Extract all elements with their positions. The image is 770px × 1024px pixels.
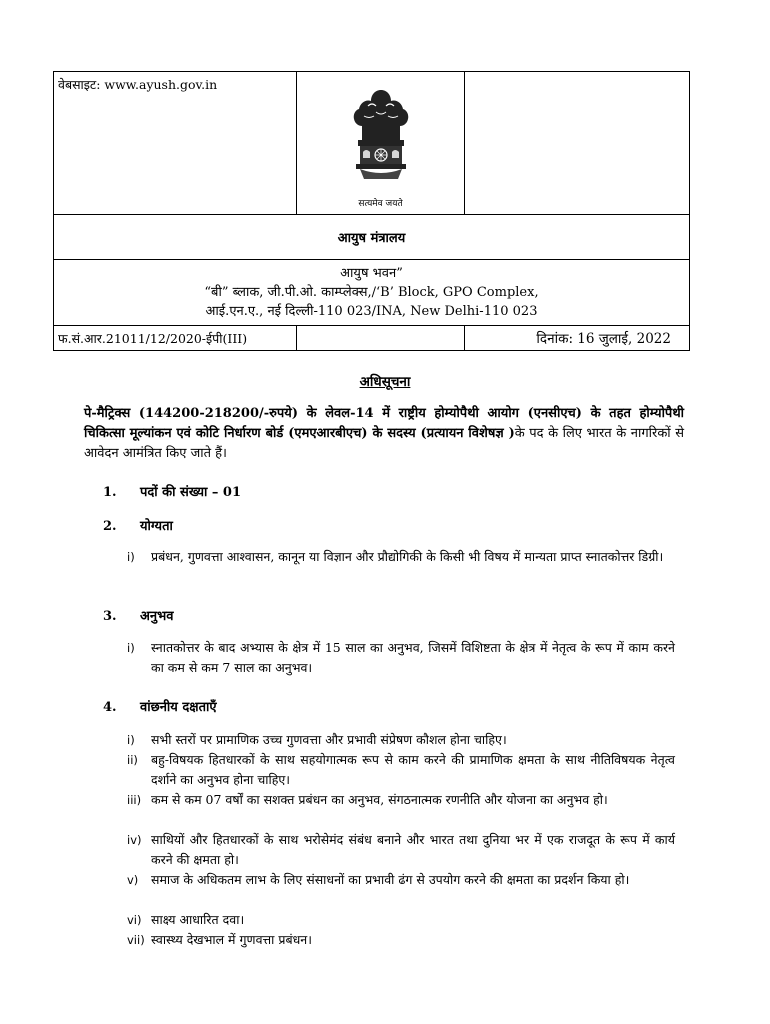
list-item: ii) बहु-विषयक हितधारकों के साथ सहयोगात्मक रूप से काम करने की प्रामाणिक क्षमता के साथ नीतिविषयक नेतृत्व दर्शाने का अनुभव होना चाहिए।: [127, 752, 675, 787]
emblem-motto: सत्यमेव जयते: [358, 199, 403, 209]
list-item: i) सभी स्तरों पर प्रामाणिक उच्च गुणवत्ता और प्रभावी संप्रेषण कौशल होना चाहिए।: [127, 732, 507, 747]
section-heading-qualification: 2. योग्यता: [103, 519, 173, 534]
intro-rest-text: के पद के लिए भारत के नागरिकों से आवेदन आमंत्रित किए जाते हैं।: [84, 426, 684, 461]
website-cell: [54, 72, 297, 215]
address-line-1: आयुष भवन”: [340, 266, 403, 281]
address-line-2: “बी” ब्लाक, जी.पी.ओ. काम्प्लेक्स,/‘B’ Block, GPO Complex,: [204, 285, 539, 300]
list-item: iv) साथियों और हितधारकों के साथ भरोसेमंद संबंध बनाने और भारत तथा दुनिया भर में एक राजदूत के रूप में कार्य करने की क्षमता हो।: [127, 832, 675, 867]
section-heading-experience: 3. अनुभव: [103, 609, 174, 624]
list-item: iii) कम से कम 07 वर्षों का सशक्त प्रबंधन का अनुभव, संगठनात्मक रणनीति और योजना का अनुभव हो।: [127, 792, 608, 807]
list-item: vii) स्वास्थ्य देखभाल में गुणवत्ता प्रबंधन।: [127, 932, 312, 947]
file-number: फ.सं.आर.21011/12/2020-ईपी(III): [54, 326, 297, 351]
list-item: v) समाज के अधिकतम लाभ के लिए संसाधनों का प्रभावी ढंग से उपयोग करने की क्षमता का प्रदर्शन किया हो।: [127, 872, 630, 887]
list-item: i) प्रबंधन, गुणवत्ता आश्वासन, कानून या विज्ञान और प्रौद्योगिकी के किसी भी विषय में मान्यता प्राप्त स्नातकोत्तर डिग्री।: [127, 549, 664, 564]
notice-title: अधिसूचना: [359, 374, 411, 390]
list-item: vi) साक्ष्य आधारित दवा।: [127, 912, 245, 927]
address-line-3: आई.एन.ए., नई दिल्ली-110 023/INA, New Delhi-110 023: [205, 304, 538, 319]
address-cell: [54, 260, 690, 326]
national-emblem-icon: [346, 86, 416, 190]
intro-bold-text: पे-मैट्रिक्स (144200-218200/-रुपये) के लेवल-14 में राष्ट्रीय होम्योपैथी आयोग (एनसीएच) के तहत होम्योपैथी चिकित्सा मूल्यांकन एवं कोटि निर्धारण बोर्ड (एमएआरबीएच) के सदस्य (प्रत्यायन विशेषज्ञ ): [84, 406, 684, 441]
section-heading-competencies: 4. वांछनीय दक्षताएँ: [103, 700, 217, 715]
notice-intro: [84, 404, 684, 464]
emblem-cell: [297, 72, 465, 215]
document-date: दिनांक: 16 जुलाई, 2022: [465, 326, 690, 351]
blank-cell: [465, 72, 690, 215]
section-heading-posts: 1. पदों की संख्या – 01: [103, 485, 241, 500]
ministry-name: आयुष मंत्रालय: [54, 215, 690, 260]
list-item: i) स्नातकोत्तर के बाद अभ्यास के क्षेत्र में 15 साल का अनुभव, जिसमें विशिष्टता के क्षेत्र में नेतृत्व के रूप में काम करने का कम से कम 7 साल का अनुभव।: [127, 640, 675, 675]
website-text: वेबसाइट: www.ayush.gov.in: [58, 77, 218, 92]
blank-cell-2: [297, 326, 465, 351]
letterhead-table: [53, 71, 690, 351]
